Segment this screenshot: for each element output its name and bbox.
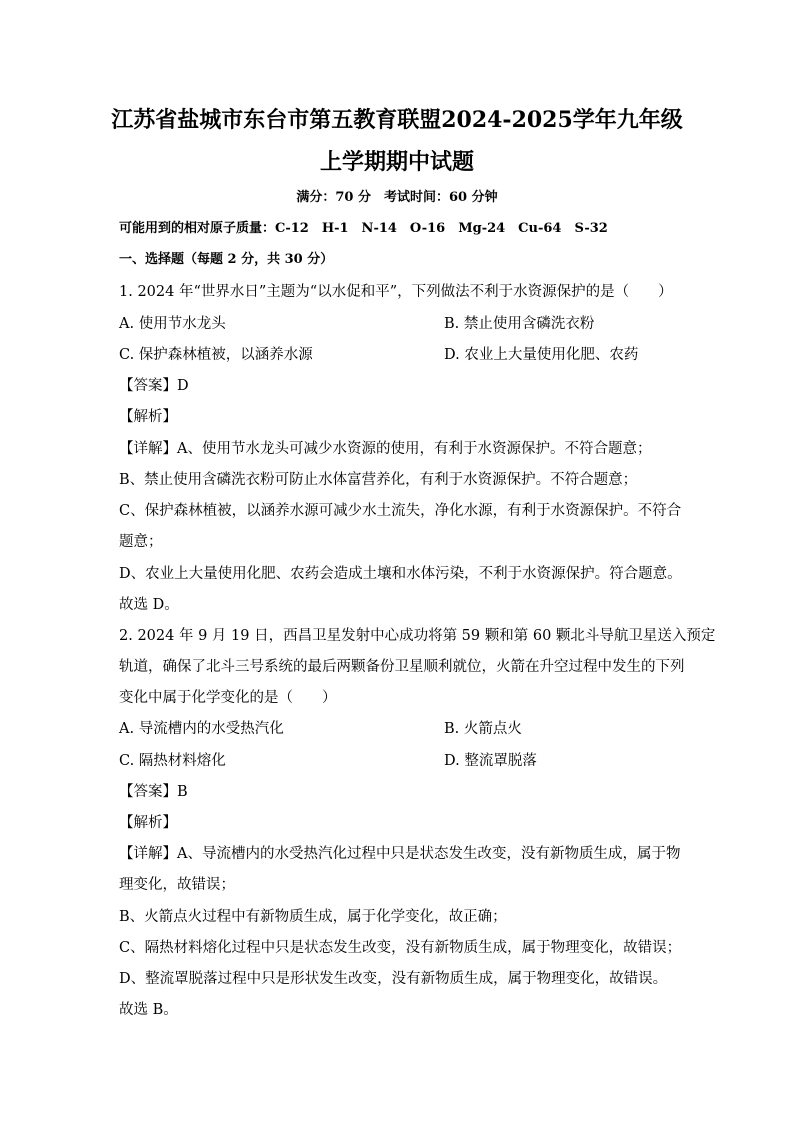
question-2-choice: 故选 B。 <box>119 1002 178 1018</box>
question-2-stem-line1: 2. 2024 年 9 月 19 日，西昌卫星发射中心成功将第 59 颗和第 60 颗北斗导航卫星送入预定 <box>119 628 716 644</box>
question-2-option-c: C. 隔热材料熔化 <box>119 753 226 769</box>
question-1-option-a: A. 使用节水龙头 <box>119 316 226 332</box>
question-2-stem-line2: 轨道，确保了北斗三号系统的最后两颗备份卫星顺利就位，火箭在升空过程中发生的下列 <box>119 659 685 675</box>
question-2-detail-a-cont: 理变化，故错误； <box>119 877 235 893</box>
question-2-detail-d: D、整流罩脱落过程中只是形状发生改变，没有新物质生成，属于物理变化，故错误。 <box>119 971 668 987</box>
question-1-detail-b: B、禁止使用含磷洗衣粉可防止水体富营养化，有利于水资源保护。不符合题意； <box>119 472 638 488</box>
question-2-option-a: A. 导流槽内的水受热汽化 <box>119 721 284 737</box>
question-2-option-b: B. 火箭点火 <box>444 721 522 737</box>
exam-title-line1: 江苏省盐城市东台市第五教育联盟2024-2025学年九年级 <box>111 107 683 133</box>
section-heading: 一、选择题（每题 2 分，共 30 分） <box>119 252 334 267</box>
question-1-detail-c: C、保护森林植被，以涵养水源可减少水土流失，净化水源，有利于水资源保护。不符合 <box>119 503 682 519</box>
question-1-stem: 1. 2024 年“世界水日”主题为“以水促和平”，下列做法不利于水资源保护的是（ ） <box>119 284 673 300</box>
question-2-option-d: D. 整流罩脱落 <box>444 753 537 769</box>
question-2-detail-b: B、火箭点火过程中有新物质生成，属于化学变化，故正确； <box>119 909 507 925</box>
question-1-option-b: B. 禁止使用含磷洗衣粉 <box>444 316 595 332</box>
question-1-answer: 【答案】D <box>119 378 189 394</box>
question-2-detail-a: 【详解】A、导流槽内的水受热汽化过程中只是状态发生改变，没有新物质生成，属于物 <box>119 846 681 862</box>
question-1-detail-c-cont: 题意； <box>119 534 163 550</box>
question-1-option-c: C. 保护森林植被，以涵养水源 <box>119 347 313 363</box>
question-1-analysis-label: 【解析】 <box>119 409 177 425</box>
question-1-detail-d: D、农业上大量使用化肥、农药会造成土壤和水体污染，不利于水资源保护。符合题意。 <box>119 566 682 582</box>
score-and-time: 满分：70 分 考试时间：60 分钟 <box>296 190 498 205</box>
question-1-detail-a: 【详解】A、使用节水龙头可减少水资源的使用，有利于水资源保护。不符合题意； <box>119 441 652 457</box>
question-1-choice: 故选 D。 <box>119 597 179 613</box>
question-2-answer: 【答案】B <box>119 784 188 800</box>
question-2-analysis-label: 【解析】 <box>119 815 177 831</box>
exam-title-line2: 上学期期中试题 <box>319 149 474 175</box>
question-2-stem-line3: 变化中属于化学变化的是（ ） <box>119 690 337 706</box>
question-2-detail-c: C、隔热材料熔化过程中只是状态发生改变，没有新物质生成，属于物理变化，故错误； <box>119 940 682 956</box>
question-1-option-d: D. 农业上大量使用化肥、农药 <box>444 347 639 363</box>
atomic-masses: 可能用到的相对原子质量：C-12 H-1 N-14 O-16 Mg-24 Cu-64 S-32 <box>119 221 608 236</box>
